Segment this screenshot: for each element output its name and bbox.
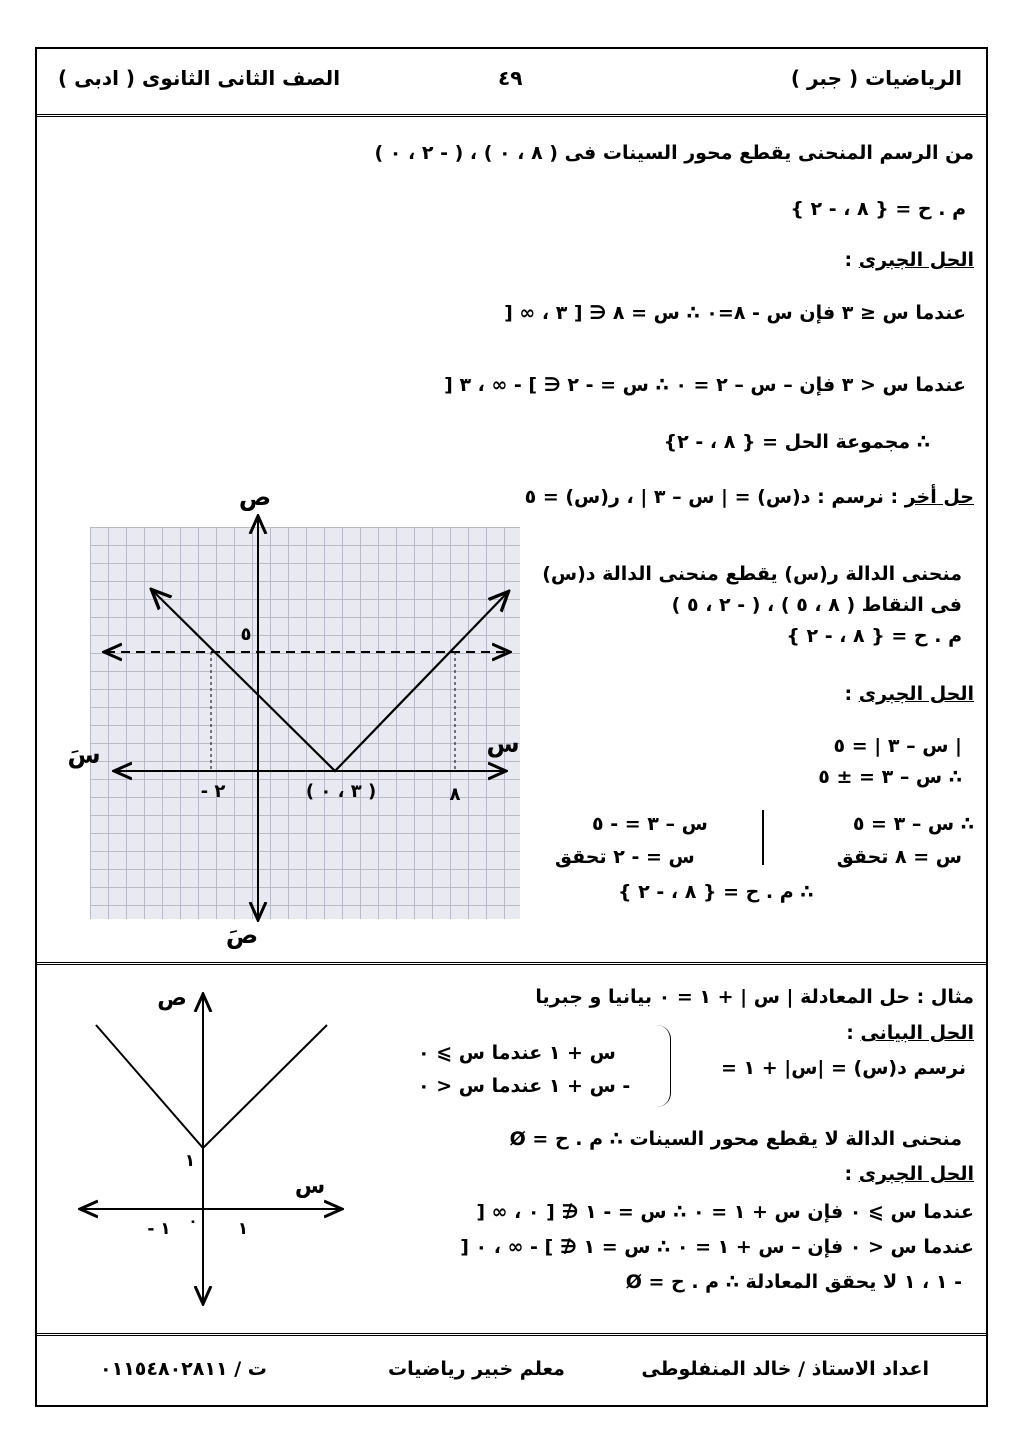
- graph2-x-label: س: [294, 1174, 326, 1199]
- y-axis-top-label: ص: [238, 483, 272, 511]
- algebraic-heading-2: [845, 682, 974, 706]
- graphical-heading-label: الحل البيانى: [860, 1022, 974, 1044]
- abs-value-curve: [153, 591, 507, 771]
- piecewise-brace: [650, 1025, 671, 1107]
- x-axis-right-label: س: [486, 730, 520, 758]
- y-axis-bottom-label: صَ: [225, 921, 259, 949]
- example-case-2: عندما س < ٠ فإن – س + ١ = ٠ ∴ س = ١ ∉ ] - ∞ ، ٠ [: [460, 1236, 974, 1258]
- graph2-label-neg1: ١ -: [147, 1219, 171, 1239]
- header-subject: الرياضيات ( جبر ): [790, 66, 962, 90]
- intersection-statement: منحنى الدالة ر(س) يقطع منحنى الدالة د(س): [542, 563, 962, 585]
- equation-1: | س – ٣ | = ٥: [833, 735, 962, 757]
- graph2-label-1-x: ١: [237, 1219, 249, 1239]
- draw-function: نرسم د(س) = |س| + ١ =: [720, 1057, 966, 1079]
- equation-5: ∴ م . ح = { ٨ ، - ٢ }: [618, 881, 814, 903]
- case-1: عندما س ≤ ٣ فإن س - ٨=٠ ∴ س = ٨ ∈ [ ٣ ، ∞ [: [504, 302, 966, 324]
- x-axis-left-label: سَ: [67, 741, 101, 769]
- label-vertex: ( ٣ ، ٠ ): [305, 781, 377, 802]
- other-solution: [525, 485, 974, 509]
- footer-divider: [37, 1333, 986, 1336]
- footer-title: معلم خبير رياضيات: [388, 1358, 565, 1380]
- algebraic-heading-3: [845, 1162, 974, 1186]
- algebraic-heading-label: الحل الجبرى: [858, 249, 974, 271]
- piece-1: س + ١ عندما س ⩾ ٠: [418, 1042, 616, 1064]
- graph-2: [60, 980, 380, 1310]
- case-separator: [762, 810, 764, 865]
- solution-set-2: ∴ مجموعة الحل = { ٨ ، - ٢}: [663, 431, 930, 453]
- label-neg-two: ٢ -: [200, 781, 226, 802]
- label-eight: ٨: [449, 784, 461, 805]
- intersect-text: من الرسم المنحنى يقطع محور السينات فى ( ٨ ، ٠ ) ، ( - ٢ ، ٠ ): [374, 142, 974, 164]
- graph2-curve: [96, 1025, 327, 1148]
- algebraic-heading-2-label: الحل الجبرى: [858, 683, 974, 705]
- label-five: ٥: [240, 624, 252, 645]
- solution-set-1: م . ح = { ٨ ، - ٢ }: [790, 198, 966, 220]
- example-case-1: عندما س ⩾ ٠ فإن س + ١ = ٠ ∴ س = - ١ ∉ [ ٠ ، ∞ [: [476, 1201, 974, 1223]
- example-conclusion: - ١ ، ١ لا يحقق المعادلة ∴ م . ح = Ø: [625, 1271, 962, 1293]
- equation-3-left: س – ٣ = - ٥: [592, 813, 708, 835]
- graph2-y-label: ص: [157, 986, 187, 1011]
- no-intersection: منحنى الدالة لا يقطع محور السينات ∴ م . ح = Ø: [509, 1128, 962, 1150]
- algebraic-heading-3-colon: :: [844, 1163, 853, 1185]
- equation-4-left: س = - ٢ تحقق: [555, 846, 695, 868]
- graphical-heading: [846, 1021, 974, 1045]
- graph2-label-0: ٠: [188, 1212, 198, 1230]
- graphical-heading-colon: :: [846, 1022, 854, 1044]
- header-grade: الصف الثانى الثانوى ( ادبى ): [58, 66, 341, 90]
- solution-set-3: م . ح = { ٨ ، - ٢ }: [786, 625, 962, 647]
- algebraic-heading-colon: :: [844, 249, 853, 271]
- algebraic-heading-3-label: الحل الجبرى: [858, 1163, 974, 1185]
- equation-2: ∴ س – ٣ = ± ٥: [818, 766, 962, 788]
- graph2-label-1-y: ١: [184, 1151, 196, 1171]
- footer-author: اعداد الاستاذ / خالد المنفلوطى: [641, 1358, 929, 1380]
- header-page-number: ٤٩: [498, 66, 523, 90]
- piece-2: - س + ١ عندما س < ٠: [418, 1075, 631, 1097]
- other-solution-heading: حل أخر: [904, 486, 974, 508]
- algebraic-heading-1: [845, 248, 974, 272]
- section-divider: [37, 962, 986, 965]
- algebraic-heading-2-colon: :: [844, 683, 853, 705]
- other-solution-text: : نرسم : د(س) = | س – ٣ | ، ر(س) = ٥: [524, 486, 899, 508]
- equation-4-right: س = ٨ تحقق: [836, 846, 962, 868]
- intersection-points: فى النقاط ( ٨ ، ٥ ) ، ( - ٢ ، ٥ ): [671, 594, 962, 616]
- footer-phone: ت / ٠١١٥٤٨٠٢٨١١: [100, 1358, 267, 1380]
- equation-3-right: ∴ س – ٣ = ٥: [852, 813, 974, 835]
- header-divider: [37, 114, 986, 117]
- case-2: عندما س < ٣ فإن – س – ٢ = ٠ ∴ س = - ٢ ∈ ] - ∞ ، ٣ [: [444, 374, 966, 396]
- graph-1: [60, 480, 530, 950]
- example-title: مثال : حل المعادلة | س | + ١ = ٠ بيانيا و جبريا: [535, 986, 974, 1008]
